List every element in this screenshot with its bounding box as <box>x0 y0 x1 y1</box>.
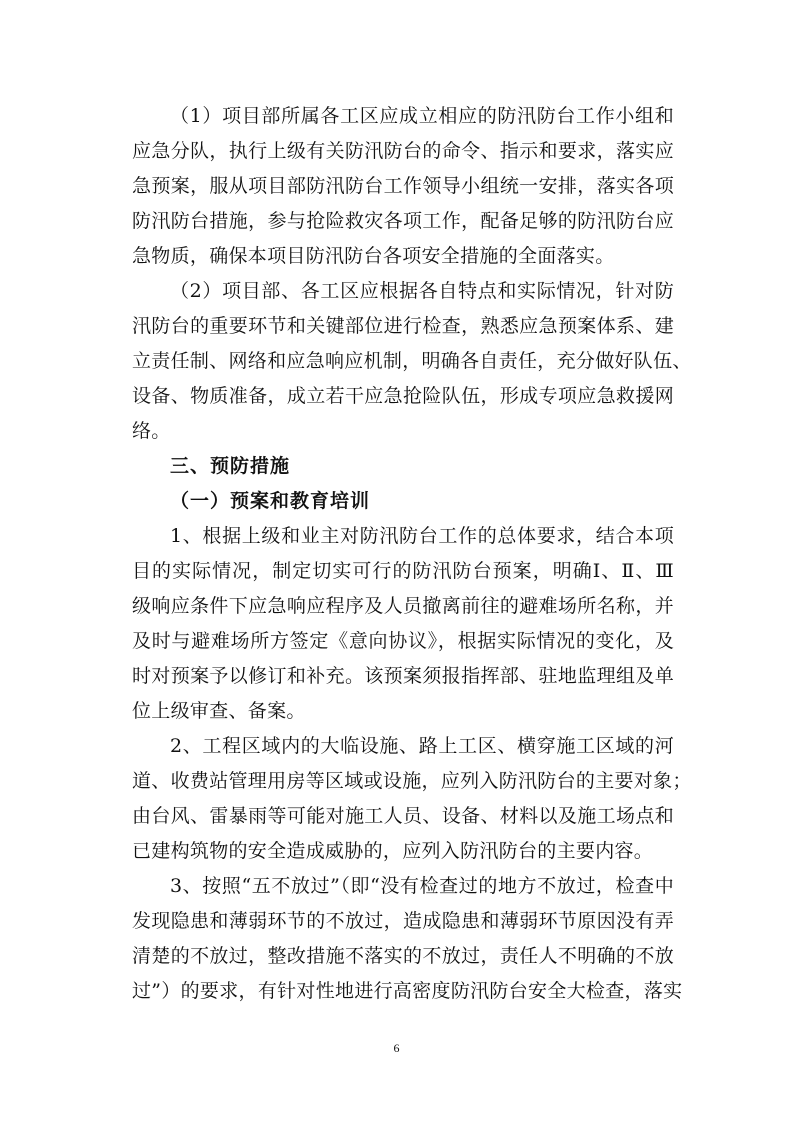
paragraph-4-line-1: 2、工程区域内的大临设施、路上工区、横穿施工区域的河 <box>170 735 674 757</box>
paragraph-3-line-6: 位上级审查、备案。 <box>132 700 306 722</box>
paragraph-4-line-3: 由台风、雷暴雨等可能对施工人员、设备、材料以及施工场点和 <box>132 805 674 827</box>
paragraph-2-line-4: 设备、物质准备，成立若干应急抢险队伍，形成专项应急救援网 <box>132 385 674 407</box>
paragraph-2-line-2: 汛防台的重要环节和关键部位进行检查，熟悉应急预案体系、建 <box>132 315 674 337</box>
paragraph-5-line-1: 3、按照“五不放过”（即“没有检查过的地方不放过，检查中 <box>170 875 674 897</box>
paragraph-3-line-3: 级响应条件下应急响应程序及人员撤离前往的避难场所名称，并 <box>132 595 674 617</box>
paragraph-2-line-1: （2）项目部、各工区应根据各自特点和实际情况，针对防 <box>170 280 674 302</box>
paragraph-1-line-3: 急预案，服从项目部防汛防台工作领导小组统一安排，落实各项 <box>132 175 674 197</box>
paragraph-3-line-2: 目的实际情况，制定切实可行的防汛防台预案，明确Ⅰ、Ⅱ、Ⅲ <box>132 560 674 582</box>
paragraph-5-line-3: 清楚的不放过，整改措施不落实的不放过，责任人不明确的不放 <box>132 945 674 967</box>
paragraph-2-line-5: 络。 <box>132 420 171 442</box>
paragraph-1-line-1: （1）项目部所属各工区应成立相应的防汛防台工作小组和 <box>170 105 674 127</box>
paragraph-2-line-3: 立责任制、网络和应急响应机制，明确各自责任，充分做好队伍、 <box>132 350 692 372</box>
sub-heading: （一）预案和教育培训 <box>170 490 371 512</box>
paragraph-1-line-2: 应急分队，执行上级有关防汛防台的命令、指示和要求，落实应 <box>132 140 674 162</box>
paragraph-5-line-4: 过”）的要求，有针对性地进行高密度防汛防台安全大检查，落实 <box>132 980 683 1002</box>
paragraph-5-line-2: 发现隐患和薄弱环节的不放过，造成隐患和薄弱环节原因没有弄 <box>132 910 674 932</box>
page-number: 6 <box>393 1041 400 1055</box>
paragraph-3-line-4: 及时与避难场所方签定《意向协议》，根据实际情况的变化，及 <box>132 630 674 652</box>
paragraph-4-line-2: 道、收费站管理用房等区域或设施，应列入防汛防台的主要对象； <box>132 770 692 792</box>
paragraph-3-line-5: 时对预案予以修订和补充。该预案须报指挥部、驻地监理组及单 <box>132 665 674 687</box>
paragraph-1-line-4: 防汛防台措施，参与抢险救灾各项工作，配备足够的防汛防台应 <box>132 210 674 232</box>
section-heading: 三、预防措施 <box>170 455 291 477</box>
paragraph-1-line-5: 急物质，确保本项目防汛防台各项安全措施的全面落实。 <box>132 245 615 267</box>
paragraph-4-line-4: 已建构筑物的安全造成威胁的，应列入防汛防台的主要内容。 <box>132 840 654 862</box>
paragraph-3-line-1: 1、根据上级和业主对防汛防台工作的总体要求，结合本项 <box>170 525 674 547</box>
